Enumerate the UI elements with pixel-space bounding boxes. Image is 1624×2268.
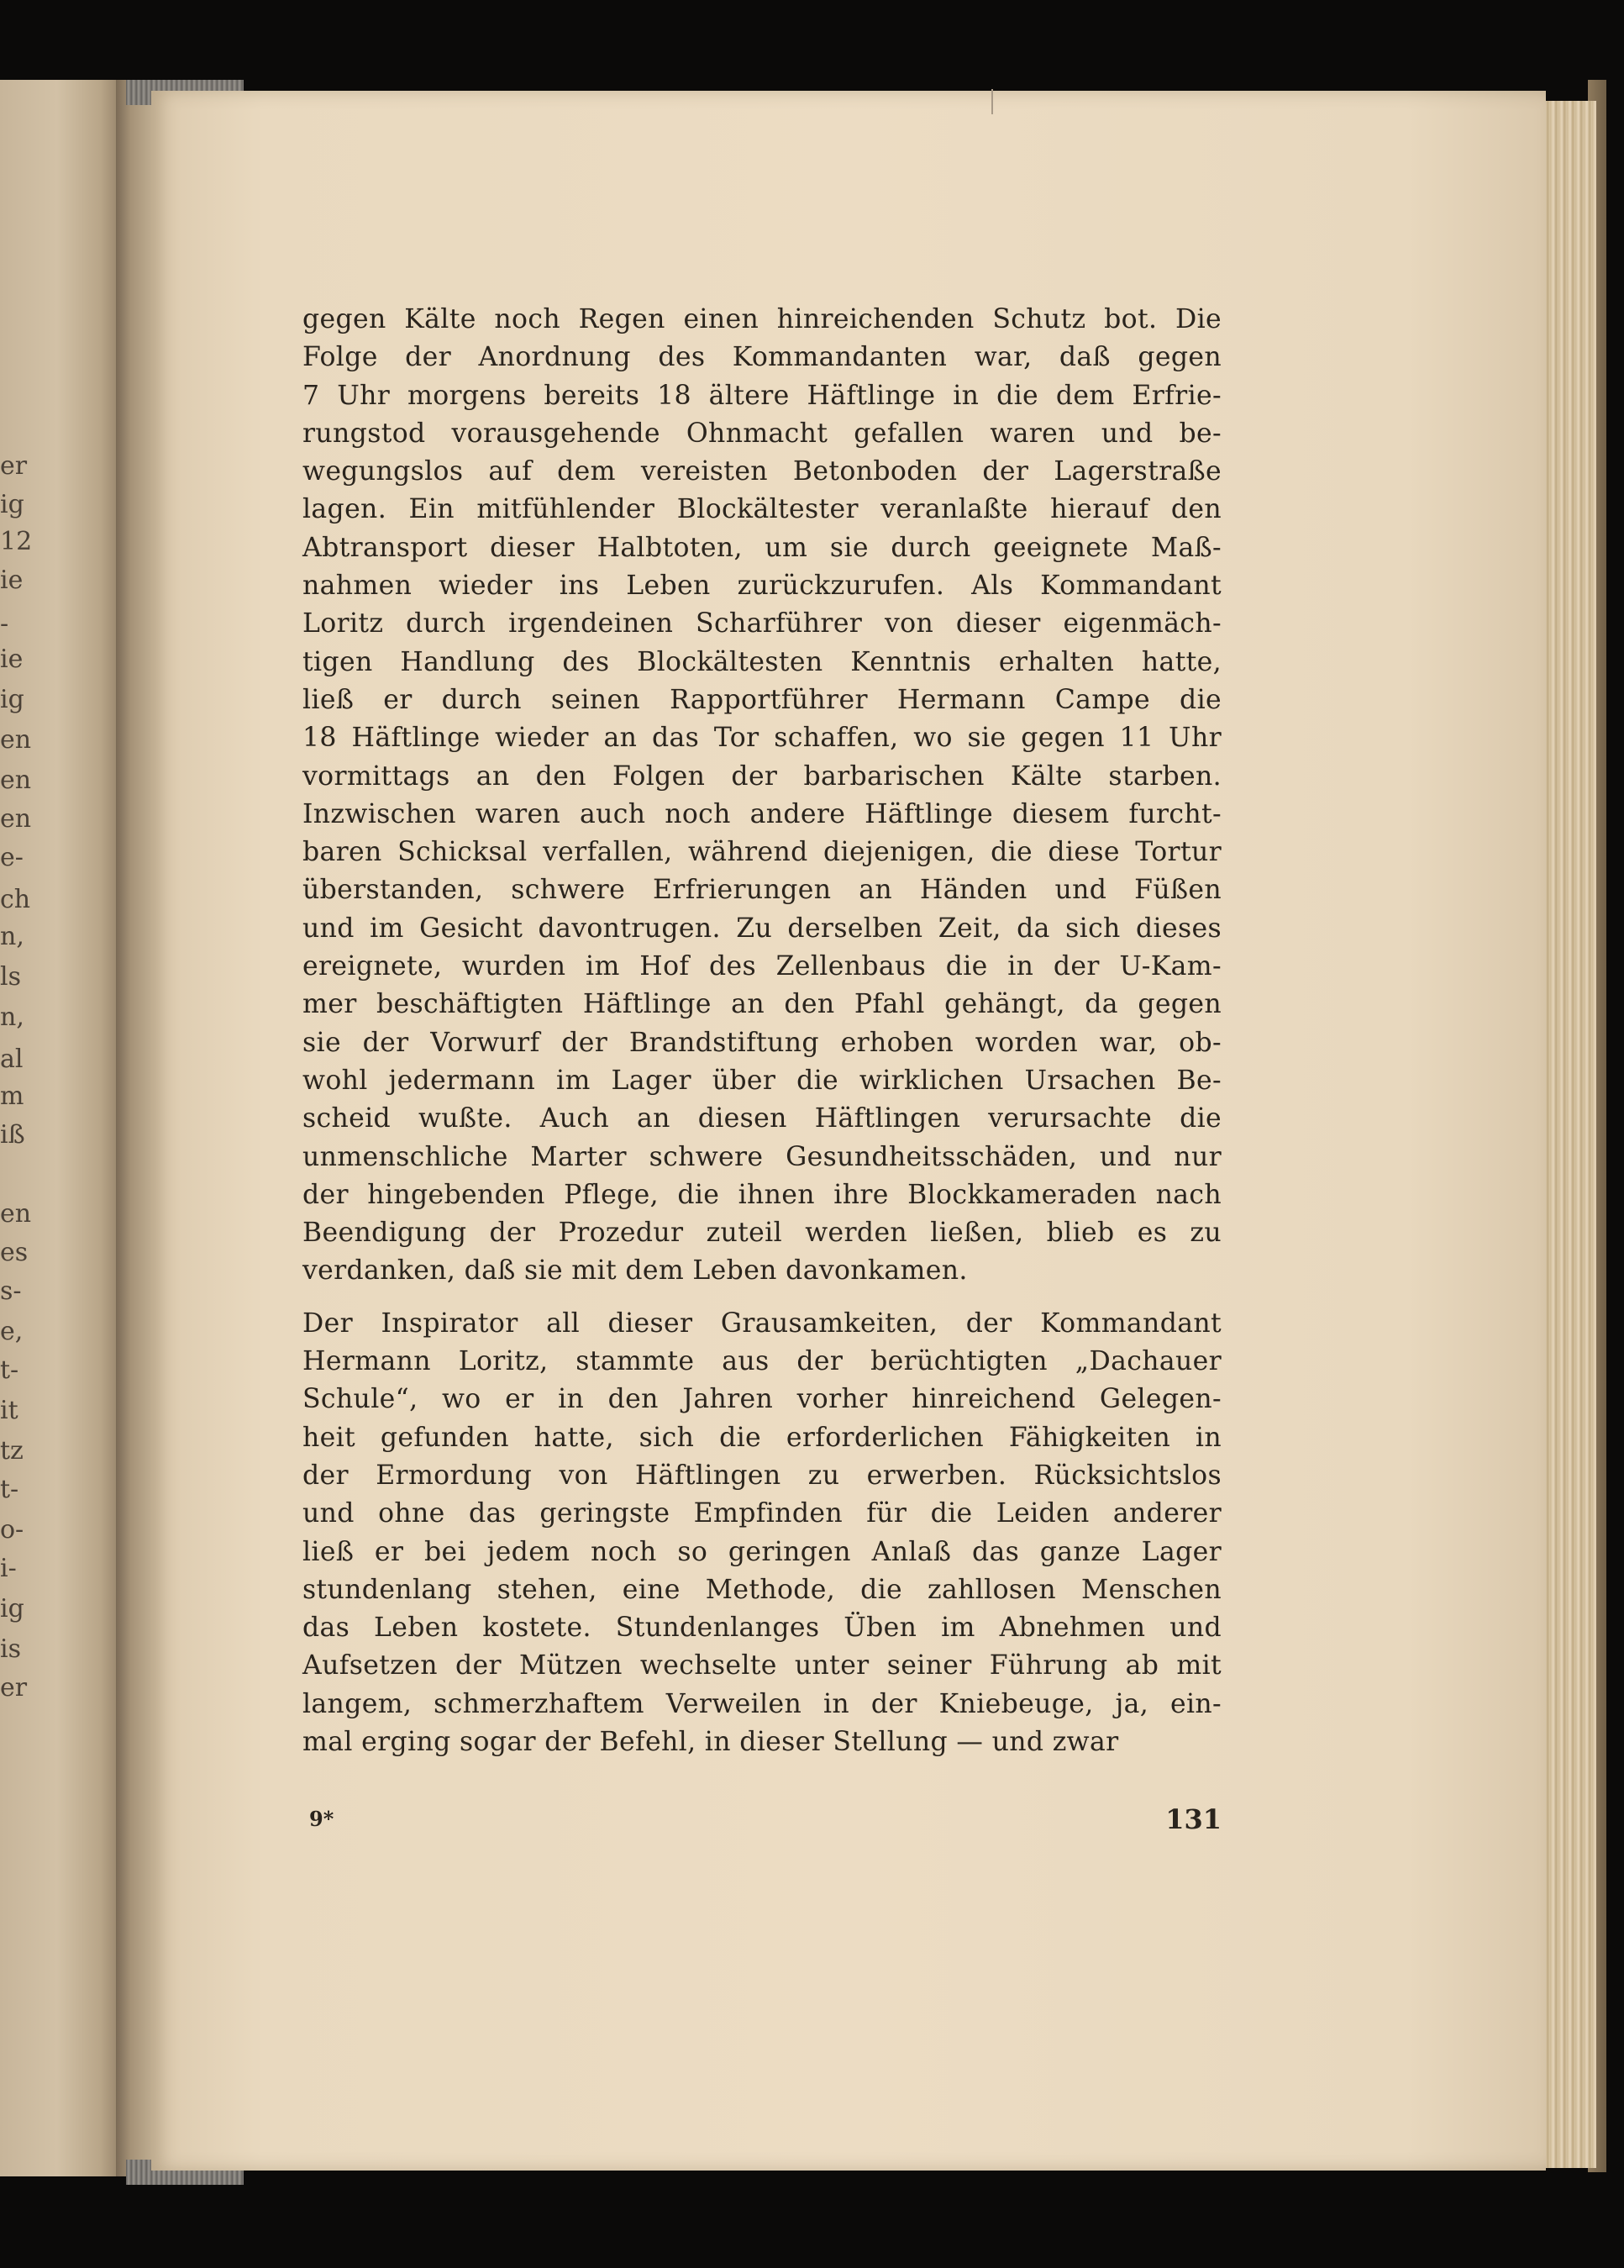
left-page-fragment: n, <box>0 1002 24 1032</box>
left-page-fragment: ch <box>0 885 31 914</box>
left-page-fragment: tz <box>0 1436 24 1466</box>
paragraph <box>302 1305 1222 1762</box>
left-page-fragment: t- <box>0 1355 19 1385</box>
left-page-edge <box>0 80 126 2176</box>
page-number: 131 <box>1165 1803 1222 1835</box>
left-page-fragment: ls <box>0 962 21 992</box>
text-line: 18 Häftlinge wieder an das Tor schaffen, wo sie gegen 11 Uhr <box>302 723 1222 754</box>
left-page-fragment: ig <box>0 1594 24 1623</box>
text-line: vormittags an den Folgen der barbarischen Kälte starben. <box>302 760 1222 792</box>
text-line: mal erging sogar der Befehl, in dieser Stellung — und zwar <box>302 1726 1119 1757</box>
left-page-fragment: s- <box>0 1276 22 1306</box>
page-mark <box>991 89 993 114</box>
text-line: ließ er bei jedem noch so geringen Anlaß das ganze Lager <box>302 1536 1222 1567</box>
left-page-fragment: iß <box>0 1120 25 1150</box>
left-page-fragment: en <box>0 804 32 834</box>
left-page-fragment: en <box>0 725 32 755</box>
left-page-fragment: ie <box>0 645 24 674</box>
text-line: 7 Uhr morgens bereits 18 ältere Häftlinge in die dem Erfrie- <box>302 380 1222 411</box>
text-line: ereignete, wurden im Hof des Zellenbaus die in der U-Kam- <box>302 951 1222 982</box>
left-page-fragment: n, <box>0 922 24 951</box>
text-line: scheid wußte. Auch an diesen Häftlingen verursachte die <box>302 1103 1222 1134</box>
text-line: unmenschliche Marter schwere Gesundheitsschäden, und nur <box>302 1141 1222 1172</box>
text-line: Abtransport dieser Halbtoten, um sie durch geeignete Maß- <box>302 532 1222 563</box>
text-line: überstanden, schwere Erfrierungen an Händen und Füßen <box>302 875 1222 906</box>
text-line: rungstod vorausgehende Ohnmacht gefallen waren und be- <box>302 418 1222 449</box>
text-line: tigen Handlung des Blockältesten Kenntnis erhalten hatte, <box>302 646 1222 677</box>
text-line: und ohne das geringste Empfinden für die Leiden anderer <box>302 1498 1222 1529</box>
signature-mark: 9* <box>309 1807 334 1831</box>
text-line: heit gefunden hatte, sich die erforderlichen Fähigkeiten in <box>302 1422 1222 1453</box>
text-line: lagen. Ein mitfühlender Blockältester veranlaßte hierauf den <box>302 494 1222 525</box>
text-line: Schule“, wo er in den Jahren vorher hinreichend Gelegen- <box>302 1384 1222 1415</box>
text-line: Beendigung der Prozedur zuteil werden ließen, blieb es zu <box>302 1218 1222 1249</box>
text-line: stundenlang stehen, eine Methode, die zahllosen Menschen <box>302 1574 1222 1605</box>
left-page-fragment: m <box>0 1081 24 1111</box>
left-page-fragment: o- <box>0 1515 24 1544</box>
text-line: sie der Vorwurf der Brandstiftung erhoben worden war, ob- <box>302 1027 1222 1058</box>
text-line: und im Gesicht davontrugen. Zu derselben Zeit, da sich dieses <box>302 913 1222 944</box>
left-page-fragment: es <box>0 1238 29 1267</box>
left-page-fragment: ig <box>0 685 24 714</box>
text-line: baren Schicksal verfallen, während diejenigen, die diese Tortur <box>302 837 1222 868</box>
text-line: langem, schmerzhaftem Verweilen in der Kniebeuge, ja, ein- <box>302 1688 1222 1719</box>
left-page-fragment: is <box>0 1634 21 1664</box>
left-page-fragment: e- <box>0 843 24 872</box>
left-page-fragment: en <box>0 766 32 795</box>
text-line: der hingebenden Pflege, die ihnen ihre Blockkameraden nach <box>302 1179 1222 1210</box>
left-page-fragment: it <box>0 1396 18 1425</box>
text-line: wegungslos auf dem vereisten Betonboden der Lagerstraße <box>302 456 1222 487</box>
left-page-fragment: t- <box>0 1475 19 1504</box>
left-page-fragment: - <box>0 609 9 639</box>
paragraph-gap <box>302 1291 1222 1305</box>
text-line: das Leben kostete. Stundenlanges Üben im Abnehmen und <box>302 1613 1222 1644</box>
text-line: gegen Kälte noch Regen einen hinreichenden Schutz bot. Die <box>302 304 1222 334</box>
text-line: Folge der Anordnung des Kommandanten war, daß gegen <box>302 342 1222 373</box>
left-page-fragment: ie <box>0 566 24 595</box>
left-page-fragment: er <box>0 451 28 481</box>
text-line: mer beschäftigten Häftlinge an den Pfahl gehängt, da gegen <box>302 989 1222 1020</box>
left-page-fragment: e, <box>0 1317 24 1346</box>
text-line: Aufsetzen der Mützen wechselte unter seiner Führung ab mit <box>302 1650 1222 1681</box>
text-line: Loritz durch irgendeinen Scharführer von dieser eigenmäch- <box>302 608 1222 639</box>
left-page-fragment: i- <box>0 1554 17 1583</box>
body-text <box>302 301 1222 1761</box>
left-page-fragment: en <box>0 1199 32 1229</box>
left-page-fragment: 12 <box>0 527 33 556</box>
left-page-fragment: al <box>0 1045 24 1074</box>
paragraph <box>302 301 1222 1291</box>
page-stack-edge <box>1542 101 1596 2168</box>
text-line: ließ er durch seinen Rapportführer Hermann Campe die <box>302 684 1222 715</box>
left-page-fragment: er <box>0 1673 28 1702</box>
text-line: wohl jedermann im Lager über die wirklichen Ursachen Be- <box>302 1065 1222 1096</box>
left-page-fragment: ig <box>0 490 24 519</box>
text-line: verdanken, daß sie mit dem Leben davonkamen. <box>302 1255 968 1287</box>
text-line: Hermann Loritz, stammte aus der berüchtigten „Dachauer <box>302 1346 1222 1377</box>
text-line: der Ermordung von Häftlingen zu erwerben. Rücksichtslos <box>302 1460 1222 1491</box>
text-line: Inzwischen waren auch noch andere Häftlinge diesem furcht- <box>302 798 1222 829</box>
text-line: nahmen wieder ins Leben zurückzurufen. Als Kommandant <box>302 571 1222 602</box>
text-line: Der Inspirator all dieser Grausamkeiten, der Kommandant <box>302 1308 1222 1339</box>
